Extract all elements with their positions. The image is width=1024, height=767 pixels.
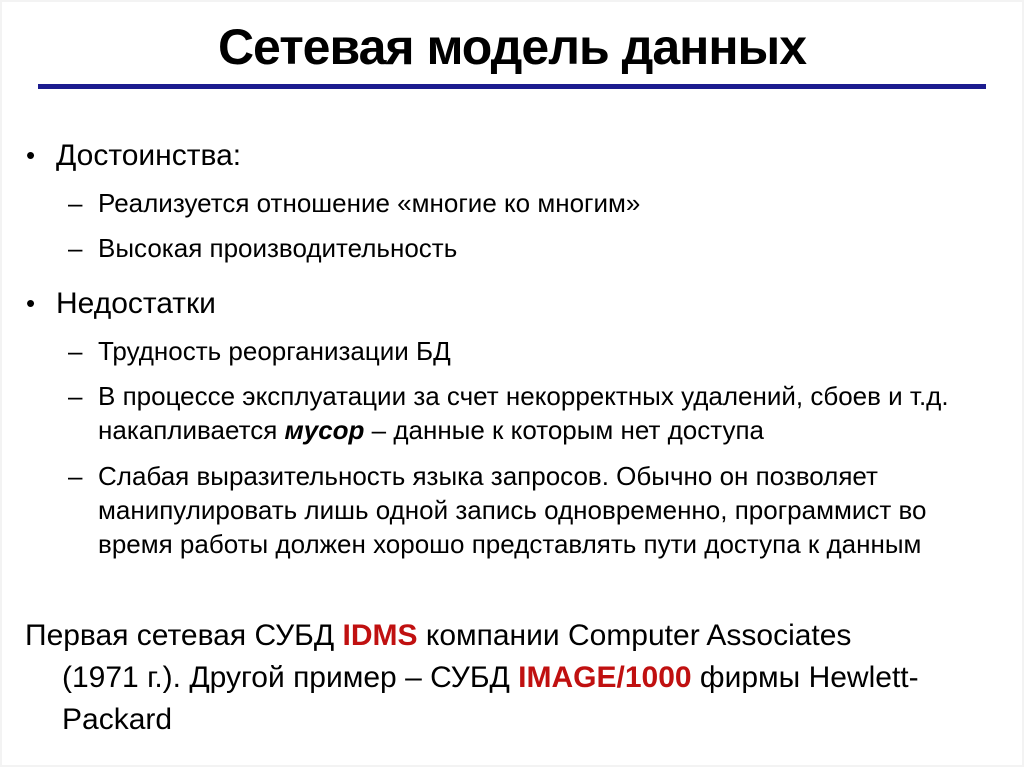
dash-marker: – xyxy=(68,380,83,411)
disadvantages-item-text: Трудность реорганизации БД xyxy=(98,335,451,366)
footer-text-post: фирмы Hewlett-Packard xyxy=(62,661,919,736)
dash-marker: – xyxy=(68,460,83,491)
footer-paragraph xyxy=(25,615,936,767)
garbage-text-pre: В процессе эксплуатации за счет некорректных удалений, сбоев и т.д. накапливается xyxy=(98,380,949,446)
footer-text-pre: Первая сетевая СУБД xyxy=(25,619,343,652)
disadvantages-item-reorg xyxy=(68,334,990,368)
disadvantages-item-text xyxy=(98,379,990,448)
dash-marker: – xyxy=(68,232,83,263)
advantages-item-text: Высокая производительность xyxy=(98,232,458,263)
advantages-item-many-to-many xyxy=(68,186,990,220)
advantages-item-text: Реализуется отношение «многие ко многим» xyxy=(98,187,641,218)
garbage-text-post: – данные к которым нет доступа xyxy=(364,415,764,446)
dash-marker: – xyxy=(68,187,83,218)
dbms-name-image1000: IMAGE/1000 xyxy=(518,661,692,694)
slide-title: Сетевая модель данных xyxy=(217,19,807,75)
disadvantages-label: Недостатки xyxy=(56,287,216,321)
dash-marker: – xyxy=(68,335,83,366)
bullet-disadvantages xyxy=(26,285,990,323)
footer-text-mid: компании Computer Associates (1971 г.). Другой пример – СУБД xyxy=(62,619,852,694)
bullet-marker: • xyxy=(26,288,36,319)
advantages-label: Достоинства: xyxy=(56,139,242,172)
garbage-emphasis: мусор xyxy=(284,415,365,446)
disadvantages-item-garbage xyxy=(68,379,990,448)
slide-body xyxy=(0,89,1024,573)
bullet-marker: • xyxy=(26,140,36,170)
advantages-item-performance xyxy=(68,231,990,265)
bullet-advantages xyxy=(26,137,990,175)
disadvantages-item-text: Слабая выразительность языка запросов. Обычно он позволяет манипулировать лишь одной запись одновременно, программист во время работы должен хорошо представлять пути доступа к данным xyxy=(98,460,927,560)
disadvantages-item-query-language xyxy=(68,459,990,562)
dbms-name-idms: IDMS xyxy=(342,619,418,652)
